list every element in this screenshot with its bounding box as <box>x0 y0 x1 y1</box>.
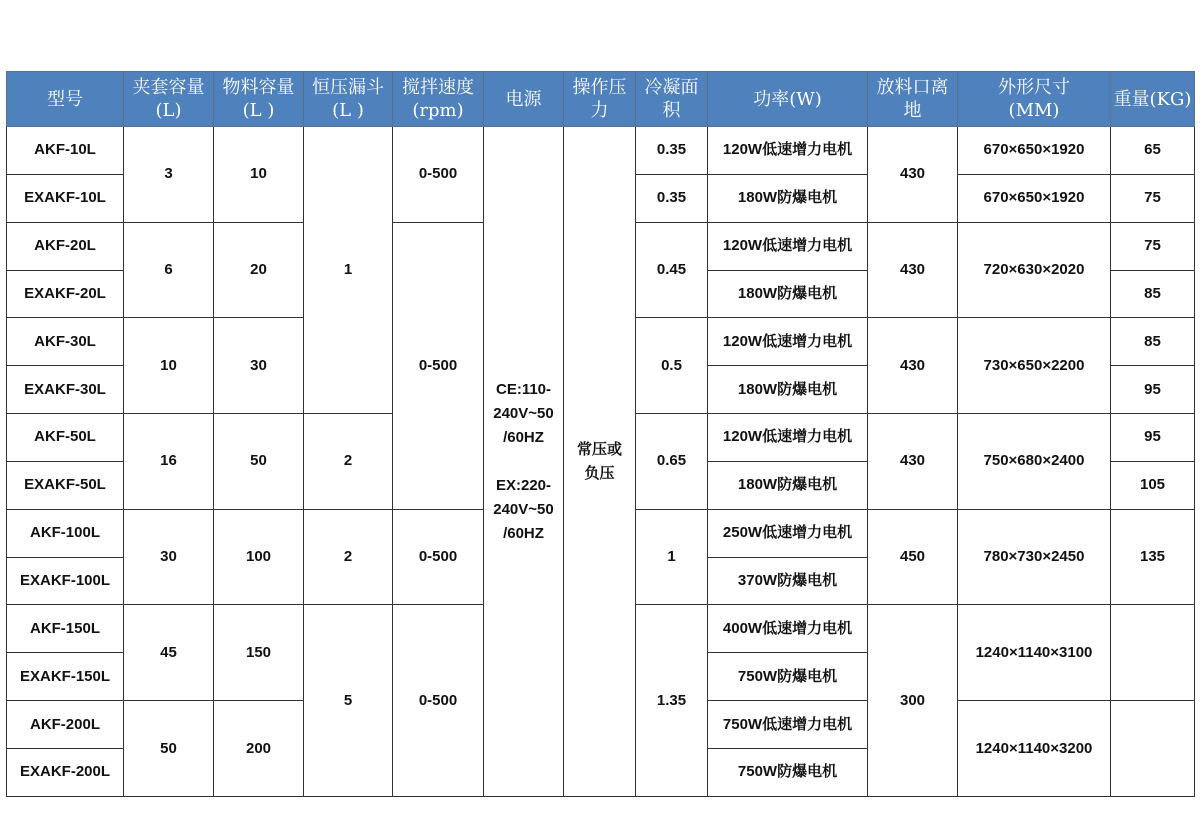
model-cell: EXAKF-50L <box>7 461 124 509</box>
material-capacity-cell: 20 <box>214 222 304 318</box>
weight-cell: 105 <box>1111 461 1195 509</box>
discharge-height-cell: 430 <box>868 127 958 223</box>
power-w-cell: 120W低速增力电机 <box>708 127 868 175</box>
power-w-cell: 400W低速增力电机 <box>708 605 868 653</box>
model-cell: AKF-30L <box>7 318 124 366</box>
model-cell: AKF-100L <box>7 509 124 557</box>
weight-cell: 135 <box>1111 509 1195 605</box>
power-w-cell: 120W低速增力电机 <box>708 222 868 270</box>
condense-area-cell: 1 <box>636 509 708 605</box>
stir-speed-cell: 0-500 <box>393 509 484 605</box>
stir-speed-cell: 0-500 <box>393 605 484 797</box>
jacket-capacity-cell: 50 <box>124 701 214 797</box>
weight-cell: 75 <box>1111 174 1195 222</box>
discharge-height-cell: 430 <box>868 414 958 510</box>
dimensions-cell: 750×680×2400 <box>958 414 1111 510</box>
jacket-capacity-cell: 10 <box>124 318 214 414</box>
condense-area-cell: 0.45 <box>636 222 708 318</box>
model-cell: AKF-10L <box>7 127 124 175</box>
material-capacity-cell: 50 <box>214 414 304 510</box>
header-funnel: 恒压漏斗 (L ) <box>304 72 393 127</box>
condense-area-cell: 0.35 <box>636 174 708 222</box>
weight-cell: 75 <box>1111 222 1195 270</box>
material-capacity-cell: 150 <box>214 605 304 701</box>
header-op-pressure: 操作压 力 <box>564 72 636 127</box>
model-cell: AKF-150L <box>7 605 124 653</box>
discharge-height-cell: 300 <box>868 605 958 797</box>
model-cell: EXAKF-10L <box>7 174 124 222</box>
weight-cell: 85 <box>1111 318 1195 366</box>
header-weight: 重量(KG) <box>1111 72 1195 127</box>
header-dimensions: 外形尺寸 (MM) <box>958 72 1111 127</box>
power-w-cell: 250W低速增力电机 <box>708 509 868 557</box>
model-cell: AKF-50L <box>7 414 124 462</box>
header-model: 型号 <box>7 72 124 127</box>
model-cell: EXAKF-200L <box>7 748 124 796</box>
dimensions-cell: 670×650×1920 <box>958 127 1111 175</box>
power-w-cell: 180W防爆电机 <box>708 461 868 509</box>
op-pressure-cell: 常压或 负压 <box>564 127 636 797</box>
power-supply-cell: CE:110- 240V~50 /60HZ EX:220- 240V~50 /60HZ <box>484 127 564 797</box>
power-w-cell: 750W防爆电机 <box>708 748 868 796</box>
stir-speed-cell: 0-500 <box>393 222 484 509</box>
power-w-cell: 750W低速增力电机 <box>708 701 868 749</box>
weight-cell: 95 <box>1111 366 1195 414</box>
material-capacity-cell: 200 <box>214 701 304 797</box>
header-discharge-height: 放料口离 地 <box>868 72 958 127</box>
dimensions-cell: 730×650×2200 <box>958 318 1111 414</box>
dimensions-cell: 720×630×2020 <box>958 222 1111 318</box>
funnel-cell: 5 <box>304 605 393 797</box>
header-jacket-capacity: 夹套容量 (L) <box>124 72 214 127</box>
power-w-cell: 180W防爆电机 <box>708 174 868 222</box>
model-cell: EXAKF-100L <box>7 557 124 605</box>
material-capacity-cell: 100 <box>214 509 304 605</box>
power-w-cell: 120W低速增力电机 <box>708 318 868 366</box>
power-w-cell: 180W防爆电机 <box>708 270 868 318</box>
model-cell: AKF-20L <box>7 222 124 270</box>
header-condense-area: 冷凝面 积 <box>636 72 708 127</box>
stir-speed-cell: 0-500 <box>393 127 484 223</box>
power-w-cell: 750W防爆电机 <box>708 653 868 701</box>
model-cell: EXAKF-20L <box>7 270 124 318</box>
condense-area-cell: 0.5 <box>636 318 708 414</box>
dimensions-cell: 670×650×1920 <box>958 174 1111 222</box>
header-material-capacity: 物料容量 (L ) <box>214 72 304 127</box>
dimensions-cell: 780×730×2450 <box>958 509 1111 605</box>
header-row <box>7 72 1195 127</box>
header-power-w: 功率(W) <box>708 72 868 127</box>
dimensions-cell: 1240×1140×3100 <box>958 605 1111 701</box>
funnel-cell: 1 <box>304 127 393 414</box>
jacket-capacity-cell: 16 <box>124 414 214 510</box>
funnel-cell: 2 <box>304 509 393 605</box>
dimensions-cell: 1240×1140×3200 <box>958 701 1111 797</box>
condense-area-cell: 0.35 <box>636 127 708 175</box>
material-capacity-cell: 30 <box>214 318 304 414</box>
weight-cell: 65 <box>1111 127 1195 175</box>
material-capacity-cell: 10 <box>214 127 304 223</box>
weight-cell: 85 <box>1111 270 1195 318</box>
model-cell: AKF-200L <box>7 701 124 749</box>
jacket-capacity-cell: 6 <box>124 222 214 318</box>
power-w-cell: 370W防爆电机 <box>708 557 868 605</box>
condense-area-cell: 1.35 <box>636 605 708 797</box>
header-stir-speed: 搅拌速度 (rpm) <box>393 72 484 127</box>
weight-cell <box>1111 701 1195 797</box>
discharge-height-cell: 450 <box>868 509 958 605</box>
condense-area-cell: 0.65 <box>636 414 708 510</box>
jacket-capacity-cell: 30 <box>124 509 214 605</box>
table-row <box>7 127 1195 175</box>
discharge-height-cell: 430 <box>868 318 958 414</box>
discharge-height-cell: 430 <box>868 222 958 318</box>
weight-cell: 95 <box>1111 414 1195 462</box>
jacket-capacity-cell: 3 <box>124 127 214 223</box>
spec-table <box>6 71 1195 797</box>
funnel-cell: 2 <box>304 414 393 510</box>
jacket-capacity-cell: 45 <box>124 605 214 701</box>
weight-cell <box>1111 605 1195 701</box>
header-power-supply: 电源 <box>484 72 564 127</box>
model-cell: EXAKF-150L <box>7 653 124 701</box>
model-cell: EXAKF-30L <box>7 366 124 414</box>
power-w-cell: 180W防爆电机 <box>708 366 868 414</box>
power-w-cell: 120W低速增力电机 <box>708 414 868 462</box>
